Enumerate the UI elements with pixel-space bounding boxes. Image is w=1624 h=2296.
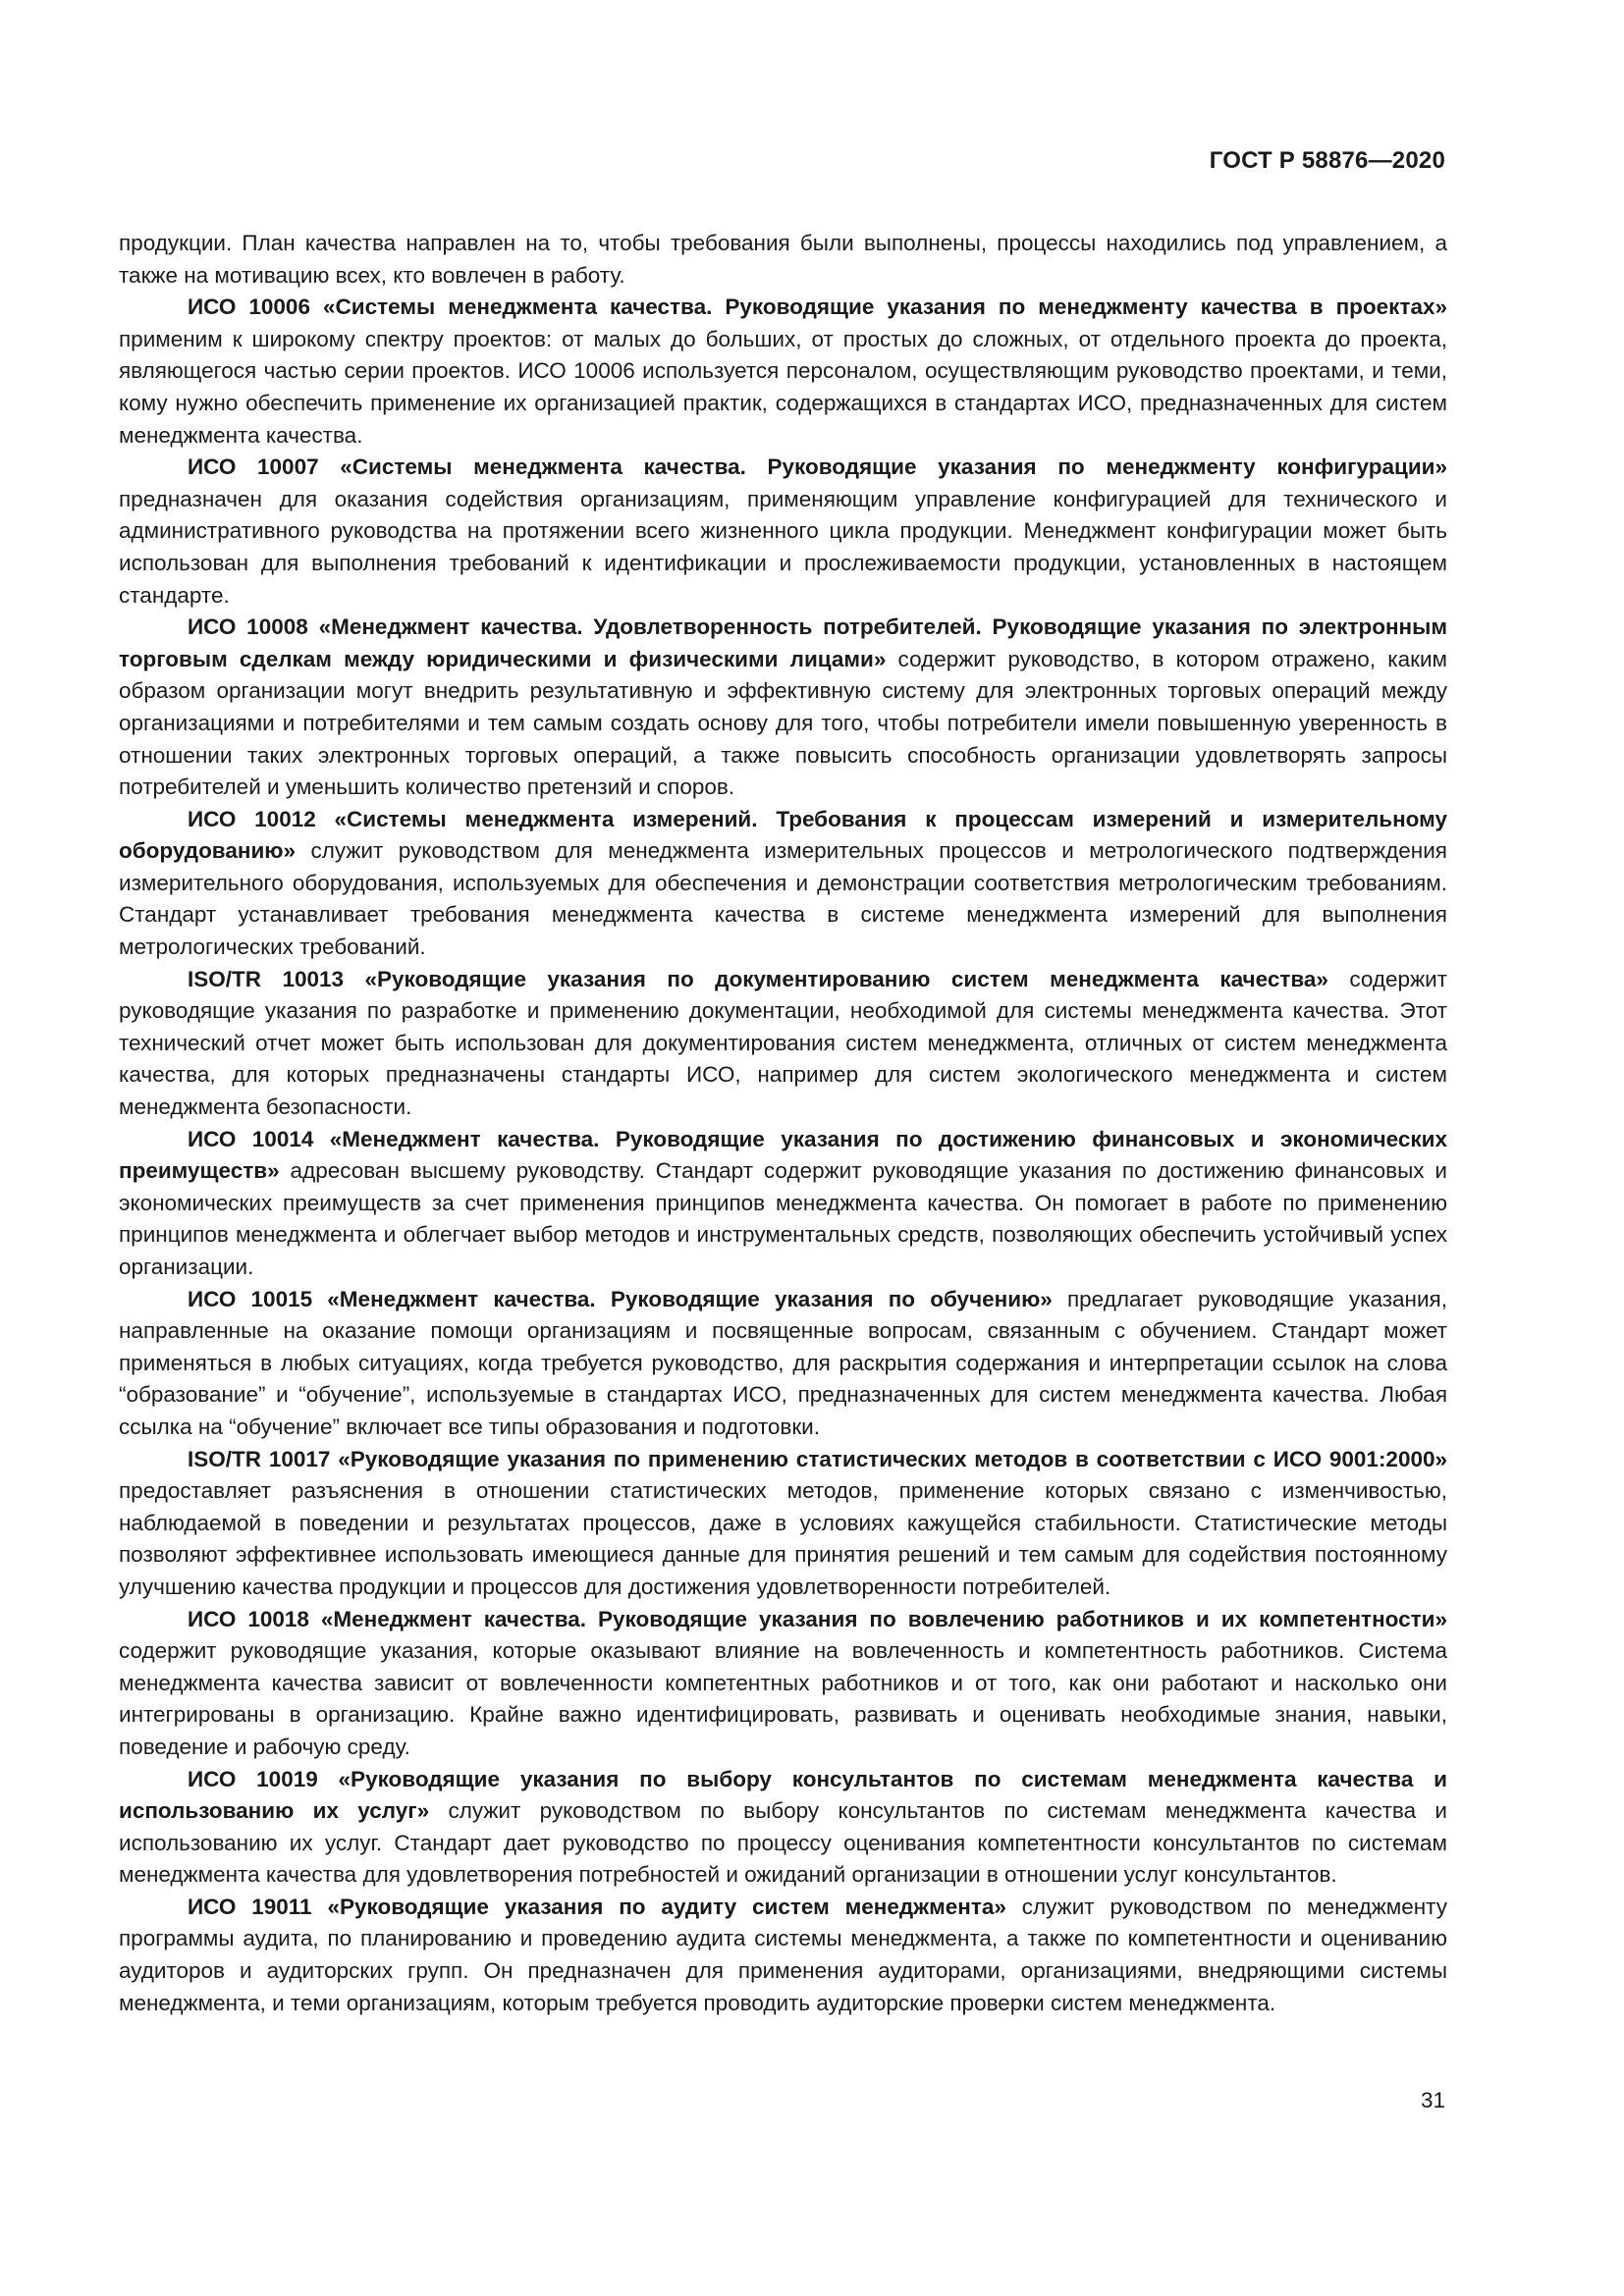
standard-title: ИСО 10014 «Менеджмент качества. Руководящие указания по достижению финансовых и экономических преимуществ»: [119, 1126, 1447, 1184]
paragraph-iso-10014: [119, 1124, 1447, 1284]
paragraph-text: служит руководством по менеджменту программы аудита, по планированию и проведению аудита системы менеджмента, а также по компетентности и оцениванию аудиторов и аудиторских групп. Он предназначен для применения аудиторами, организациями, внедряющими системы менеджмента, и теми организациям, которым требуется проводить аудиторские проверки систем менеджмента.: [119, 1894, 1447, 2015]
paragraph-text: служит руководством для менеджмента измерительных процессов и метрологического подтверждения измерительного оборудования, используемых для обеспечения и демонстрации соответствия метрологическим требованиям. Стандарт устанавливает требования менеджмента качества в системе менеджмента измерений для выполнения метрологических требований.: [119, 838, 1447, 960]
paragraph-iso-10018: [119, 1604, 1447, 1764]
paragraph-iso-10015: [119, 1284, 1447, 1444]
paragraph-text: применим к широкому спектру проектов: от малых до больших, от простых до сложных, от отдельного проекта до проекта, являющегося частью серии проектов. ИСО 10006 используется персоналом, осуществляющим руководство проектами, и теми, кому нужно обеспечить применение их организацией практик, содержащихся в стандартах ИСО, предназначенных для систем менеджмента качества.: [119, 326, 1447, 448]
paragraph-iso-10007: [119, 452, 1447, 612]
standard-title: ISO/TR 10013 «Руководящие указания по документированию систем менеджмента качества»: [188, 966, 1328, 991]
paragraph-text: содержит руководящие указания, которые оказывают влияние на вовлеченность и компетентность работников. Система менеджмента качества зависит от вовлеченности компетентных работников и от того, как они работают и насколько они интегрированы в организацию. Крайне важно идентифицировать, развивать и оценивать необходимые знания, навыки, поведение и рабочую среду.: [119, 1638, 1447, 1759]
paragraph-iso-19011: [119, 1892, 1447, 2019]
paragraph-text: содержит руководство, в котором отражено, каким образом организации могут внедрить результативную и эффективную систему для электронных торговых операций между организациями и потребителями и тем самым создать основу для того, чтобы потребители имели повышенную уверенность в отношении таких электронных торговых операций, а также повысить способность организации удовлетворять запросы потребителей и уменьшить количество претензий и споров.: [119, 646, 1447, 800]
paragraph-iso-10006: [119, 292, 1447, 452]
standard-title: ИСО 10006 «Системы менеджмента качества. Руководящие указания по менеджменту качества в проектах»: [188, 294, 1447, 320]
paragraph-iso-10019: [119, 1764, 1447, 1892]
standard-title: ИСО 10019 «Руководящие указания по выбору консультантов по системам менеджмента качества и использованию их услуг»: [119, 1766, 1447, 1824]
standard-title: ИСО 10008 «Менеджмент качества. Удовлетворенность потребителей. Руководящие указания по электронным торговым сделкам между юридическими и физическими лицами»: [119, 614, 1447, 671]
paragraph-iso-tr-10017: [119, 1444, 1447, 1604]
standard-title: ИСО 10018 «Менеджмент качества. Руководящие указания по вовлечению работников и их компетентности»: [188, 1606, 1447, 1631]
standard-title: ИСО 10007 «Системы менеджмента качества. Руководящие указания по менеджменту конфигурации»: [188, 454, 1447, 480]
paragraph-text: предлагает руководящие указания, направленные на оказание помощи организациям и посвященные вопросам, связанным с обучением. Стандарт может применяться в любых ситуациях, когда требуется руководство, для раскрытия содержания и интерпретации ссылок на слова “образование” и “обучение”, используемые в стандартах ИСО, предназначенных для систем менеджмента качества. Любая ссылка на “обучение” включает все типы образования и подготовки.: [119, 1286, 1447, 1439]
paragraph-iso-10012: [119, 804, 1447, 964]
paragraph-text: продукции. План качества направлен на то, чтобы требования были выполнены, процессы находились под управлением, а также на мотивацию всех, кто вовлечен в работу.: [119, 231, 1447, 288]
standard-title: ИСО 10012 «Системы менеджмента измерений. Требования к процессам измерений и измерительному оборудованию»: [119, 806, 1447, 864]
standard-title: ИСО 10015 «Менеджмент качества. Руководящие указания по обучению»: [188, 1286, 1053, 1311]
paragraph-iso-tr-10013: [119, 964, 1447, 1124]
paragraph-text: служит руководством по выбору консультантов по системам менеджмента качества и использованию их услуг. Стандарт дает руководство по процессу оценивания компетентности консультантов по системам менеджмента качества для удовлетворения потребностей и ожиданий организации в отношении услуг консультантов.: [119, 1798, 1447, 1888]
paragraph-text: предоставляет разъяснения в отношении статистических методов, применение которых связано с изменчивостью, наблюдаемой в поведении и результатах процессов, даже в условиях кажущейся стабильности. Статистические методы позволяют эффективнее использовать имеющиеся данные для принятия решений и тем самым для содействия постоянному улучшению качества продукции и процессов для достижения удовлетворенности потребителей.: [119, 1478, 1447, 1599]
paragraph-text: предназначен для оказания содействия организациям, применяющим управление конфигурацией для технического и административного руководства на протяжении всего жизненного цикла продукции. Менеджмент конфигурации может быть использован для выполнения требований к идентификации и прослеживаемости продукции, установленных в настоящем стандарте.: [119, 486, 1447, 608]
paragraph-text: адресован высшему руководству. Стандарт содержит руководящие указания по достижению финансовых и экономических преимуществ за счет применения принципов менеджмента качества. Он помогает в работе по применению принципов менеджмента и облегчает выбор методов и инструментальных средств, позволяющих обеспечить устойчивый успех организации.: [119, 1158, 1447, 1279]
standard-code-header: ГОСТ Р 58876—2020: [1209, 147, 1445, 174]
paragraph-0: [119, 228, 1447, 292]
paragraph-iso-10008: [119, 612, 1447, 804]
standard-title: ИСО 19011 «Руководящие указания по аудиту систем менеджмента»: [188, 1894, 1006, 1919]
document-body: [119, 228, 1447, 2019]
paragraph-text: содержит руководящие указания по разработке и применению документации, необходимой для системы менеджмента качества. Этот технический отчет может быть использован для документирования систем менеджмента, отличных от систем менеджмента качества, для которых предназначены стандарты ИСО, например для систем экологического менеджмента и систем менеджмента безопасности.: [119, 966, 1447, 1120]
page-number: 31: [1420, 2088, 1445, 2112]
standard-title: ISO/TR 10017 «Руководящие указания по применению статистических методов в соответствии с ИСО 9001:2000»: [188, 1446, 1447, 1471]
